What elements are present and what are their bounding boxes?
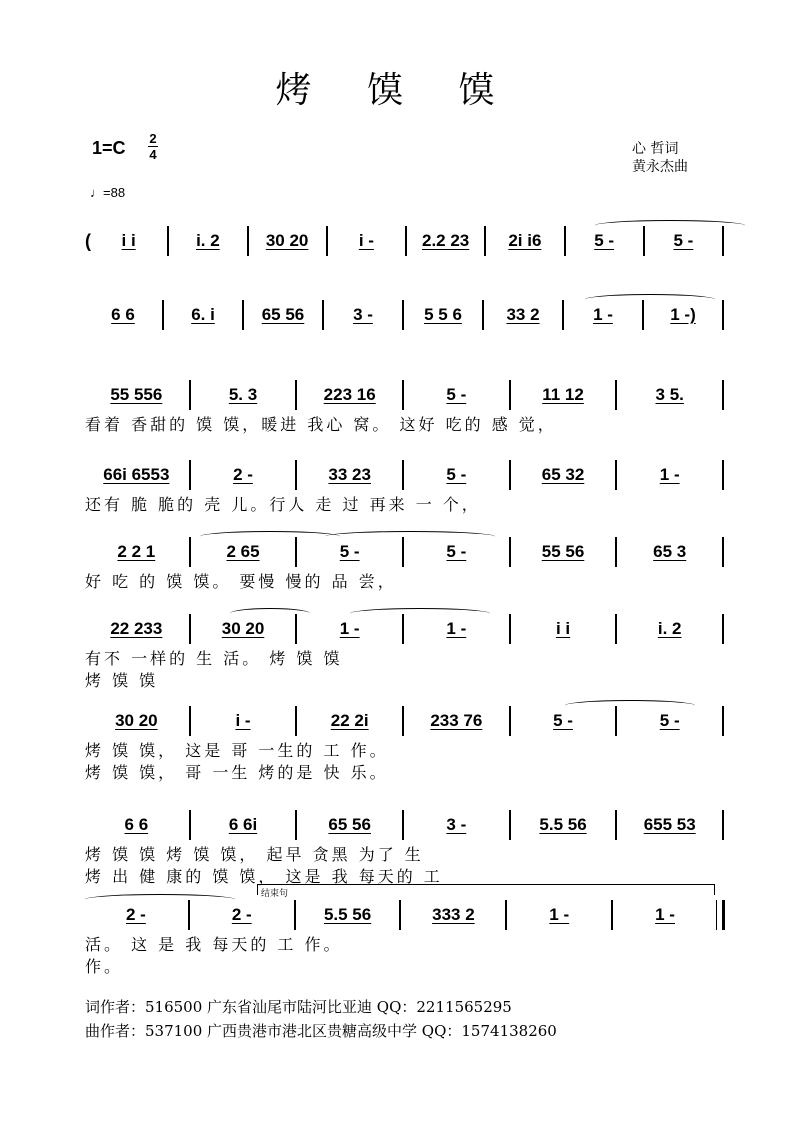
- measure: [405, 711, 508, 731]
- measure: [512, 711, 615, 731]
- measure-notes: 30 20: [265, 231, 309, 250]
- barline: [722, 300, 724, 330]
- measure-notes: 1 -: [655, 905, 675, 924]
- measure: [298, 815, 401, 835]
- measure: [405, 385, 508, 405]
- measure: [85, 711, 188, 731]
- slur-mark: [565, 700, 695, 711]
- measure: [512, 619, 615, 639]
- barline: [295, 460, 297, 490]
- barline: [162, 300, 164, 330]
- measure-notes: 2 -: [125, 905, 146, 924]
- lyric-verse-2: [85, 354, 725, 376]
- barline: [247, 226, 249, 256]
- measure-notes: 5 -: [673, 231, 694, 250]
- measure: [192, 385, 295, 405]
- lyric-verse-1: 烤 馍 馍， 这是 哥 一生的 工 作。: [85, 741, 389, 760]
- lyricist-credit: 心 哲词: [632, 141, 679, 157]
- measure-notes: 1 -: [339, 619, 360, 638]
- measure-notes: 55 556: [110, 385, 163, 404]
- barline: [189, 614, 191, 644]
- score-line: [85, 808, 725, 886]
- barline: [189, 380, 191, 410]
- slur-mark: [350, 608, 490, 619]
- lyric-verse-1: 烤 馍 馍 烤 馍 馍， 起早 贪黑 为了 生: [85, 845, 424, 864]
- measure: [512, 385, 615, 405]
- measure: [85, 542, 188, 562]
- barline: [615, 460, 617, 490]
- barline: [402, 380, 404, 410]
- measure-notes: 33 2: [506, 305, 540, 324]
- slur-mark: [585, 294, 715, 305]
- notes-row: [85, 704, 725, 738]
- lyric-verse-1: 好 吃 的 馍 馍。 要慢 慢的 品 尝，: [85, 572, 397, 591]
- barline: [402, 460, 404, 490]
- measure-notes: 5 -: [553, 711, 573, 730]
- meter-bottom: 4: [149, 147, 157, 162]
- measure-notes: 1 -: [446, 619, 467, 638]
- barline: [564, 226, 566, 256]
- measure-notes: 30 20: [221, 619, 265, 638]
- measure: [329, 231, 404, 251]
- measure-notes: i i: [555, 619, 571, 638]
- barline: [167, 226, 169, 256]
- lyric-verse-1: 有不 一样的 生 活。 烤 馍 馍: [85, 649, 343, 668]
- lyric-verse-2: 烤 馍 馍， 哥 一生 烤的是 快 乐。: [85, 763, 389, 782]
- barline: [402, 810, 404, 840]
- measure: [298, 385, 401, 405]
- measure-notes: 65 56: [328, 815, 371, 834]
- measure-notes: 6 6: [124, 815, 149, 834]
- tempo-marking: ♩=88: [90, 185, 126, 200]
- score-line: [85, 704, 725, 782]
- lyric-verse-1: [85, 332, 725, 354]
- measure: [618, 815, 721, 835]
- measure: [405, 815, 508, 835]
- measure-notes: 65 56: [261, 305, 305, 324]
- measure-notes: i i: [121, 231, 136, 250]
- measure-notes: 5.5 56: [323, 905, 372, 924]
- measure-notes: 5. 3: [228, 385, 258, 404]
- lyric-verse-2: 烤 出 健 康的 馍 馍， 这是 我 每天的 工: [85, 867, 443, 886]
- measure-notes: 11 12: [542, 385, 584, 404]
- measure: [618, 465, 721, 485]
- measure: [618, 619, 721, 639]
- measure: [512, 815, 615, 835]
- measure: [405, 305, 481, 325]
- barline: [722, 810, 724, 840]
- time-signature: [148, 132, 158, 161]
- measure-notes: 22 2i: [330, 711, 369, 730]
- measure: [485, 305, 561, 325]
- measure-notes: 1 -: [549, 905, 570, 924]
- measure: [618, 385, 721, 405]
- measure: [618, 542, 721, 562]
- barline: [505, 900, 507, 930]
- barline: [615, 810, 617, 840]
- barline: [294, 900, 296, 930]
- measure: [512, 465, 615, 485]
- measure: [85, 619, 188, 639]
- barline: [189, 460, 191, 490]
- measure: [191, 905, 293, 925]
- measure-notes: 22 233: [110, 619, 163, 638]
- barline: [611, 900, 613, 930]
- measure: [325, 305, 401, 325]
- notes-row: [85, 458, 725, 492]
- measure-notes: 6 6: [111, 305, 135, 324]
- barline: [402, 300, 404, 330]
- measure-notes: 5 -: [594, 231, 615, 250]
- score-line: [85, 612, 725, 690]
- barline: [615, 614, 617, 644]
- lyric-verse-1: 活。 这 是 我 每天的 工 作。: [85, 935, 343, 954]
- key-signature: 1=C: [92, 138, 126, 158]
- measure: [646, 231, 721, 251]
- notes-row: [85, 298, 725, 332]
- measure: [192, 815, 295, 835]
- barline: [326, 226, 328, 256]
- notes-row: [85, 535, 725, 569]
- barline: [399, 900, 401, 930]
- notes-row: [85, 889, 725, 932]
- barline: [242, 300, 244, 330]
- barline: [322, 300, 324, 330]
- lyric-verse-1: 还有 脆 脆的 壳 儿。行人 走 过 再来 一 个，: [85, 495, 481, 514]
- barline: [722, 614, 724, 644]
- measure-notes: 5.5 56: [539, 815, 587, 834]
- barline: [402, 706, 404, 736]
- measure-notes: 6. i: [191, 305, 215, 324]
- measure: [192, 465, 295, 485]
- measure: [250, 231, 325, 251]
- measure: [405, 542, 508, 562]
- barline: [509, 380, 511, 410]
- measure: [565, 305, 641, 325]
- measure: [408, 231, 483, 251]
- measure-notes: 65 3: [653, 542, 687, 561]
- measure-notes: 1 -: [593, 305, 613, 324]
- score-line: [85, 889, 725, 976]
- measure: [192, 711, 295, 731]
- measure-notes: 5 -: [339, 542, 360, 561]
- barline: [509, 537, 511, 567]
- barline: [509, 706, 511, 736]
- measure: [192, 542, 295, 562]
- measure: [298, 619, 401, 639]
- barline: [295, 810, 297, 840]
- measure-notes: 655 53: [643, 815, 696, 834]
- measure-notes: 5 -: [446, 385, 467, 404]
- footer-composer: 曲作者：537100 广西贵港市港北区贵糖高级中学 QQ：1574138260: [85, 1022, 557, 1040]
- measure-notes: 2.2 23: [421, 231, 470, 250]
- measure-notes: i. 2: [196, 231, 220, 250]
- barline: [722, 460, 724, 490]
- barline: [509, 614, 511, 644]
- measure-notes: i -: [235, 711, 251, 730]
- barline: [405, 226, 407, 256]
- measure-notes: 2 -: [231, 905, 252, 924]
- measure-notes: 33 23: [328, 465, 371, 484]
- score-line: [85, 378, 725, 456]
- measure-notes: 5 -: [446, 465, 467, 484]
- repeat-paren: (: [85, 230, 91, 251]
- barline: [615, 537, 617, 567]
- score-line: [85, 458, 725, 536]
- notes-row: [85, 378, 725, 412]
- lyric-verse-2: 烤 馍 馍: [85, 671, 159, 690]
- barline: [482, 300, 484, 330]
- slur-mark: [230, 608, 310, 619]
- measure: [508, 905, 610, 925]
- measure-notes: 6 6i: [228, 815, 258, 834]
- measure: [405, 465, 508, 485]
- measure-notes: 2i i6: [508, 231, 542, 250]
- measure: [298, 465, 401, 485]
- measure: [405, 619, 508, 639]
- lyric-verse-2: 作。: [85, 957, 124, 976]
- measure: [487, 231, 562, 251]
- slur-mark: [200, 531, 340, 542]
- measure-notes: 30 20: [115, 711, 158, 730]
- measure: [85, 305, 161, 325]
- measure-notes: i. 2: [657, 619, 682, 638]
- ending-bracket: [257, 884, 715, 895]
- measure: [170, 231, 245, 251]
- measure-notes: 1 -): [670, 305, 696, 324]
- slur-mark: [325, 531, 495, 542]
- footer-lyricist: 词作者：516500 广东省汕尾市陆河比亚迪 QQ：2211565295: [85, 998, 512, 1016]
- barline: [722, 706, 724, 736]
- barline: [509, 460, 511, 490]
- lyric-verse-1: [85, 258, 725, 280]
- score-line: [85, 535, 725, 613]
- measure-notes: 66i 6553: [103, 465, 170, 484]
- slur-mark: [85, 894, 235, 905]
- meter-top: 2: [149, 131, 157, 146]
- measure-notes: 2 -: [233, 465, 253, 484]
- final-barline: [716, 900, 725, 930]
- score-line: [85, 298, 725, 376]
- measure: [192, 619, 295, 639]
- measure-notes: 5 5 6: [424, 305, 462, 324]
- barline: [509, 810, 511, 840]
- measure-notes: 233 76: [430, 711, 483, 730]
- measure: [298, 711, 401, 731]
- measure-notes: 55 56: [541, 542, 585, 561]
- measure-notes: i -: [358, 231, 374, 250]
- measure: [91, 231, 166, 251]
- barline: [562, 300, 564, 330]
- measure-notes: 2 65: [226, 542, 260, 561]
- measure: [85, 465, 188, 485]
- measure: [245, 305, 321, 325]
- barline: [484, 226, 486, 256]
- measure-notes: 65 32: [541, 465, 585, 484]
- barline: [722, 537, 724, 567]
- measure-notes: 223 16: [323, 385, 376, 404]
- measure-notes: 1 -: [659, 465, 680, 484]
- measure: [298, 542, 401, 562]
- measure: [645, 305, 721, 325]
- measure-notes: 5 -: [446, 542, 467, 561]
- barline: [722, 380, 724, 410]
- barline: [189, 537, 191, 567]
- measure: [614, 905, 716, 925]
- measure: [297, 905, 399, 925]
- notes-row: [85, 224, 725, 258]
- measure: [85, 815, 188, 835]
- measure: [512, 542, 615, 562]
- measure-notes: 3 -: [353, 305, 373, 324]
- measure-notes: 3 5.: [655, 385, 684, 404]
- measure: [402, 905, 504, 925]
- measure: [85, 385, 188, 405]
- measure: [165, 305, 241, 325]
- slur-mark: [595, 220, 745, 231]
- measure-notes: 333 2: [432, 905, 475, 924]
- barline: [615, 380, 617, 410]
- measure: [618, 711, 721, 731]
- measure-notes: 5 -: [659, 711, 680, 730]
- lyric-verse-2: [85, 434, 725, 456]
- measure: [85, 905, 187, 925]
- measure: [567, 231, 642, 251]
- measure-notes: 2 2 1: [117, 542, 156, 561]
- barline: [295, 380, 297, 410]
- barline: [189, 706, 191, 736]
- notes-row: [85, 612, 725, 646]
- score-line: [85, 224, 725, 302]
- barline: [295, 706, 297, 736]
- song-title: 烤 馍 馍: [275, 70, 517, 111]
- lyric-verse-1: 看着 香甜的 馍 馍，暖进 我心 窝。 这好 吃的 感 觉，: [85, 415, 557, 434]
- composer-credit: 黄永杰曲: [632, 159, 688, 175]
- notes-row: [85, 808, 725, 842]
- ending-label: 结束句: [261, 889, 289, 899]
- barline: [189, 810, 191, 840]
- measure-notes: 3 -: [446, 815, 467, 834]
